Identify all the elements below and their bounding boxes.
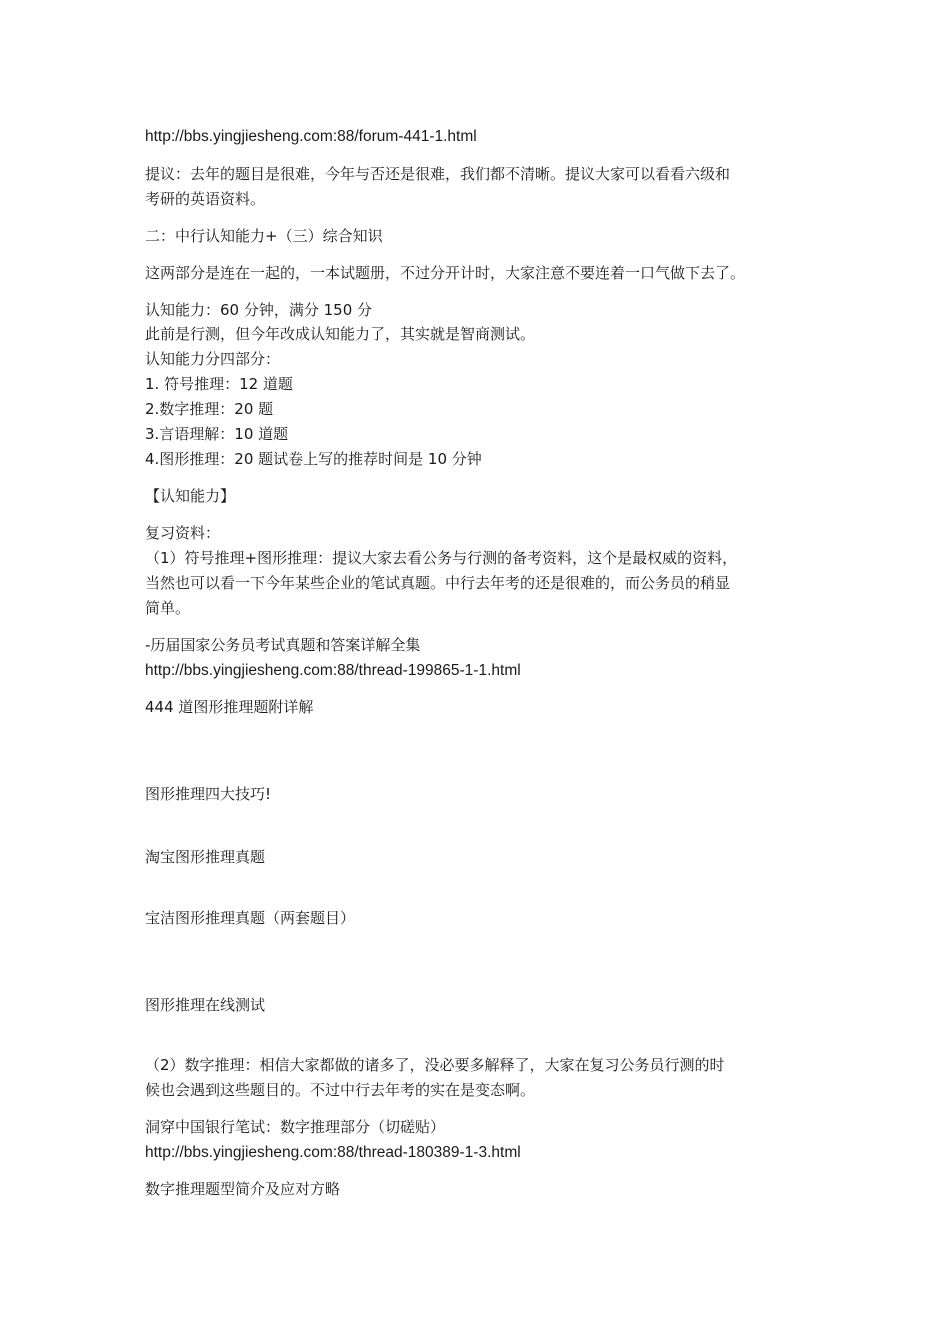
list-item-verbal: 3.言语理解：10 道题 bbox=[145, 425, 289, 443]
civil-exam-link[interactable]: http://bbs.yingjiesheng.com:88/thread-199865-1-1.html bbox=[145, 662, 521, 679]
suggestion-text-line-1: 提议：去年的题目是很难，今年与否还是很难，我们都不清晰。提议大家可以看看六级和 bbox=[145, 165, 731, 183]
civil-exam-link-title[interactable]: -历届国家公务员考试真题和答案详解全集 bbox=[145, 636, 421, 654]
figure-444-link[interactable]: 444 道图形推理题附详解 bbox=[145, 698, 314, 716]
list-item-number: 2.数字推理：20 题 bbox=[145, 400, 274, 418]
cognitive-description: 此前是行测，但今年改成认知能力了，其实就是智商测试。 bbox=[145, 325, 536, 343]
symbol-figure-tip-line-1: （1）符号推理+图形推理：提议大家去看公务与行测的备考资料，这个是最权威的资料， bbox=[145, 549, 738, 567]
pg-figure-link[interactable]: 宝洁图形推理真题（两套题目） bbox=[145, 909, 356, 927]
cognitive-parts-intro: 认知能力分四部分： bbox=[145, 350, 281, 368]
taobao-figure-link[interactable]: 淘宝图形推理真题 bbox=[145, 848, 266, 866]
list-item-symbol: 1. 符号推理：12 道题 bbox=[145, 375, 293, 393]
symbol-figure-tip-line-3: 简单。 bbox=[145, 599, 191, 617]
cognitive-bracket-heading: 【认知能力】 bbox=[145, 487, 236, 505]
review-materials-heading: 复习资料： bbox=[145, 524, 221, 542]
paragraph-two-parts: 这两部分是连在一起的，一本试题册，不过分开计时，大家注意不要连着一口气做下去了。 bbox=[145, 264, 746, 282]
boc-number-link[interactable]: http://bbs.yingjiesheng.com:88/thread-180389-1-3.html bbox=[145, 1144, 521, 1161]
cognitive-duration: 认知能力：60 分钟，满分 150 分 bbox=[145, 301, 373, 319]
boc-number-link-title[interactable]: 洞穿中国银行笔试：数字推理部分（切磋贴） bbox=[145, 1118, 446, 1136]
number-types-link[interactable]: 数字推理题型简介及应对方略 bbox=[145, 1180, 341, 1198]
suggestion-text-line-2: 考研的英语资料。 bbox=[145, 190, 266, 208]
symbol-figure-tip-line-2: 当然也可以看一下今年某些企业的笔试真题。中行去年考的还是很难的，而公务员的稍显 bbox=[145, 574, 731, 592]
number-reasoning-tip-line-1: （2）数字推理：相信大家都做的诸多了，没必要多解释了，大家在复习公务员行测的时 bbox=[145, 1056, 725, 1074]
number-reasoning-tip-line-2: 候也会遇到这些题目的。不过中行去年考的实在是变态啊。 bbox=[145, 1081, 536, 1099]
figure-online-test-link[interactable]: 图形推理在线测试 bbox=[145, 996, 266, 1014]
list-item-figure: 4.图形推理：20 题试卷上写的推荐时间是 10 分钟 bbox=[145, 450, 482, 468]
section-heading-cognitive: 二：中行认知能力+（三）综合知识 bbox=[145, 227, 383, 245]
forum-link[interactable]: http://bbs.yingjiesheng.com:88/forum-441-1.html bbox=[145, 128, 477, 145]
figure-tips-link[interactable]: 图形推理四大技巧! bbox=[145, 785, 272, 803]
